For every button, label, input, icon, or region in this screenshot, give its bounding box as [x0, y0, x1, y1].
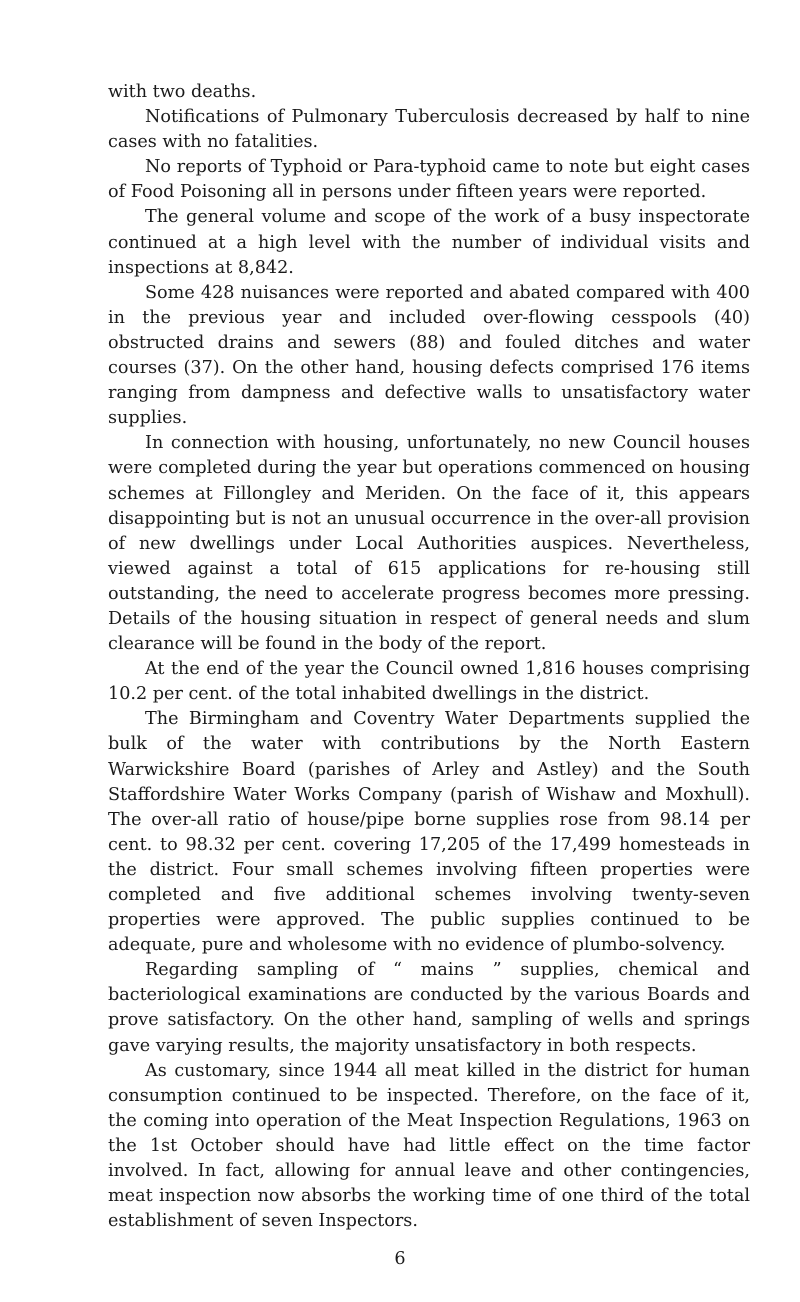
paragraph-tuberculosis: Notifications of Pulmonary Tuberculosis decreased by half to nine cases with no fatalities.	[108, 107, 750, 153]
paragraph-housing: In connection with housing, unfortunately, no new Council houses were completed during the year but operations commenced on housing schemes at Fillongley and Meriden. On the face of it, this appears disappointing but is not an unusual occurrence in the over-all provision of new dwellings under Local Authorities auspices. Nevertheless, viewed against a total of 615 applications for re-housing still outstanding, the need to accelerate progress becomes more pressing. Details of the housing situation in respect of general needs and slum clearance will be found in the body of the report.	[108, 433, 750, 655]
paragraph-sampling: Regarding sampling of “ mains ” supplies, chemical and bacteriological examinations are conducted by the various Boards and prove satisfactory. On the other hand, sampling of wells and springs gave varying results, the majority unsatisfactory in both respects.	[108, 960, 750, 1056]
paragraph-continuation: with two deaths.	[108, 82, 257, 102]
document-body	[108, 80, 750, 1234]
paragraph-meat-inspection: As customary, since 1944 all meat killed in the district for human consumption continued to be inspected. Therefore, on the face of it, the coming into operation of the Meat Inspection Regulations, 1963 on the 1st October should have had little effect on the time factor involved. In fact, allowing for annual leave and other contingencies, meat inspection now absorbs the working time of one third of the total establishment of seven Inspectors.	[108, 1060, 750, 1232]
paragraph-typhoid-food-poisoning: No reports of Typhoid or Para-typhoid came to note but eight cases of Food Poisoning all in persons under fifteen years were reported.	[108, 157, 750, 203]
page-number: 6	[394, 1249, 406, 1269]
paragraph-water-supply: The Birmingham and Coventry Water Departments supplied the bulk of the water with contributions by the North Eastern Warwickshire Board (parishes of Arley and Astley) and the South Staffordshire Water Works Company (parish of Wishaw and Moxhull). The over-all ratio of house/pipe borne supplies rose from 98.14 per cent. to 98.32 per cent. covering 17,205 of the 17,499 homesteads in the district. Four small schemes involving fifteen properties were completed and five additional schemes involving twenty-seven properties were approved. The public supplies continued to be adequate, pure and wholesome with no evidence of plumbo-solvency.	[108, 709, 750, 956]
paragraph-nuisances: Some 428 nuisances were reported and abated compared with 400 in the previous year and included over-flowing cesspools (40) obstructed drains and sewers (88) and fouled ditches and water courses (37). On the other hand, housing defects comprised 176 items ranging from dampness and defective walls to unsatisfactory water supplies.	[108, 282, 750, 429]
paragraph-council-houses: At the end of the year the Council owned 1,816 houses comprising 10.2 per cent. of the total inhabited dwellings in the district.	[108, 659, 750, 705]
paragraph-inspectorate: The general volume and scope of the work of a busy inspectorate continued at a high level with the number of individual visits and inspections at 8,842.	[108, 207, 750, 278]
